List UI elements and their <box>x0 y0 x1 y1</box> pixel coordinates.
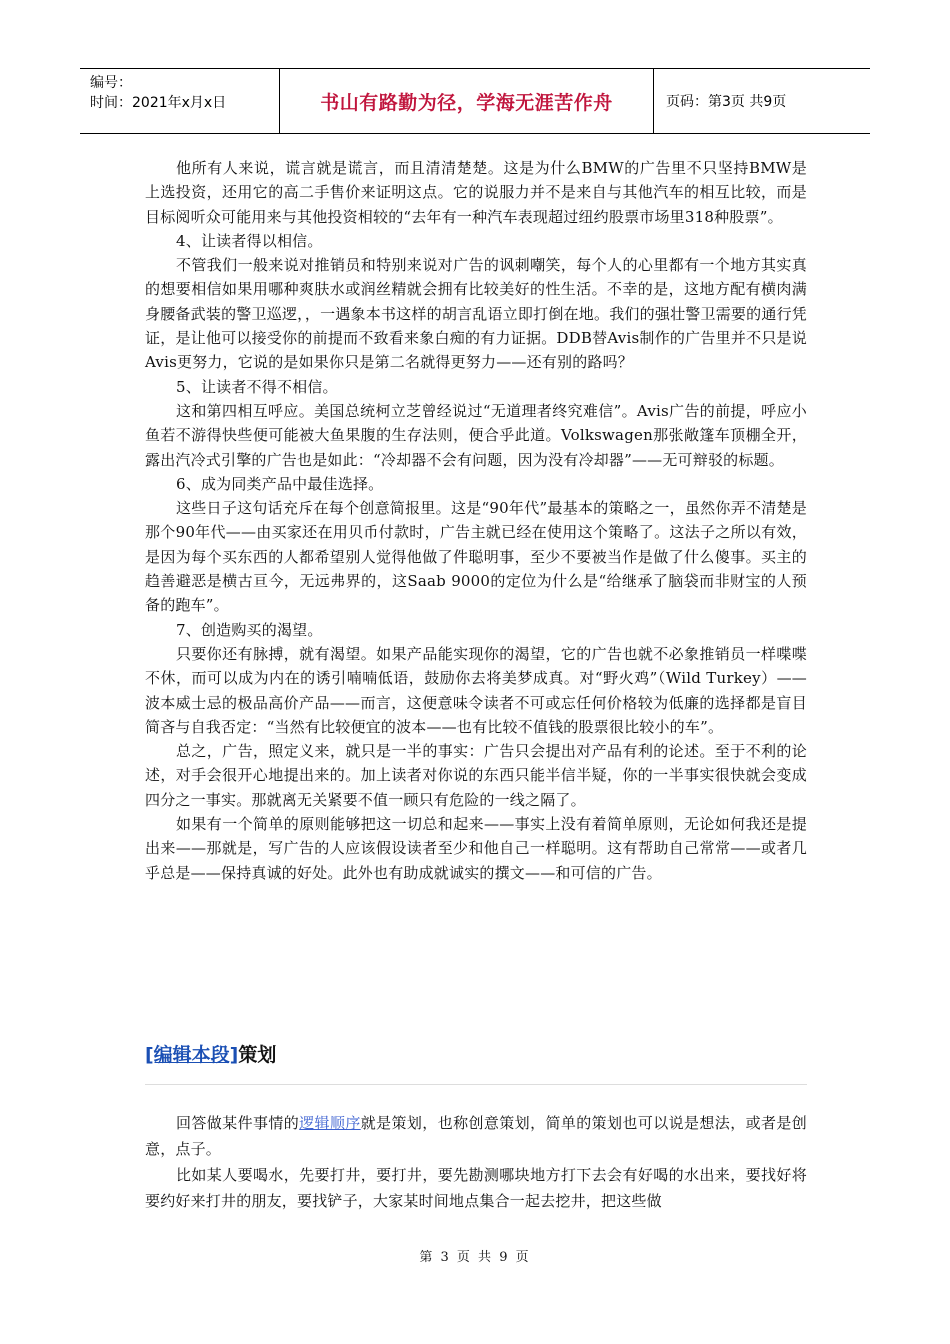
list-heading: 6、成为同类产品中最佳选择。 <box>176 474 384 493</box>
paragraph: 总之，广告，照定义来，就只是一半的事实：广告只会提出对产品有利的论述。至于不利的论述，对手会很开心地提出来的。加上读者对你说的东西只能半信半疑，你的一半事实很快就会变成四分之一事实。那就离无关紧要不值一顾只有危险的一线之隔了。 <box>145 742 807 809</box>
page-footer: 第 3 页 共 9 页 <box>419 1250 531 1265</box>
paragraph: 这和第四相互呼应。美国总统柯立芝曾经说过“无道理者终究难信”。Avis广告的前提，呼应小鱼若不游得快些便可能被大鱼果腹的生存法则，便合乎此道。Volkswagen那张敞篷车顶棚全开，露出汽冷式引擎的广告也是如此：“冷却器不会有问题，因为没有冷却器”——无可辩驳的标题。 <box>145 401 807 469</box>
paragraph: 不管我们一般来说对推销员和特别来说对广告的讽刺嘲笑，每个人的心里都有一个地方其实真的想要相信如果用哪种爽肤水或润丝精就会拥有比较美好的性生活。不幸的是，这地方配有横肉满身腰备武装的警卫巡逻，，一遇象本书这样的胡言乱语立即打倒在地。我们的强壮警卫需要的通行凭证，是让他可以接受你的前提而不致看来象白痴的有力证据。DDB替Avis制作的广告里并不只是说Avis更努力，它说的是如果你只是第二名就得更努力——还有别的路吗？ <box>145 256 807 372</box>
list-heading: 7、创造购买的渴望。 <box>176 620 323 639</box>
header-meta <box>80 69 280 133</box>
logic-order-link[interactable]: 逻辑顺序 <box>299 1114 361 1132</box>
document-time-label: 时间：2021年x月x日 <box>90 95 227 111</box>
list-heading: 5、让读者不得不相信。 <box>176 377 338 396</box>
text-run: 回答做某件事情的 <box>176 1114 300 1132</box>
header-motto: 书山有路勤为径，学海无涯苦作舟 <box>280 69 654 133</box>
list-heading: 4、让读者得以相信。 <box>176 231 323 250</box>
section-divider <box>145 1084 807 1085</box>
paragraph: 如果有一个简单的原则能够把这一切总和起来——事实上没有着简单原则，无论如何我还是提出来——那就是，写广告的人应该假设读者至少和他自己一样聪明。这有帮助自己常常——或者几乎总是——保持真诚的好处。此外也有助成就诚实的撰文——和可信的广告。 <box>145 815 807 882</box>
text-run: 就是策划，也称创意策划，简单的策划也可以说是想法，或者是创意，点子。 <box>145 1114 807 1158</box>
document-number-label: 编号： <box>90 75 132 91</box>
section-title: 策划 <box>238 1044 277 1066</box>
section-body <box>145 1110 807 1214</box>
paragraph: 他所有人来说，谎言就是谎言，而且清清楚楚。这是为什么BMW的广告里不只坚持BMW是上选投资，还用它的高二手售价来证明这点。它的说服力并不是来自与其他汽车的相互比较，而是目标阅听众可能用来与其他投资相较的“去年有一种汽车表现超过纽约股票市场里318种股票”。 <box>145 159 807 226</box>
paragraph: 比如某人要喝水，先要打井，要打井，要先勘测哪块地方打下去会有好喝的水出来，要找好将要约好来打井的朋友，要找铲子，大家某时间地点集合一起去挖井，把这些做 <box>145 1166 807 1210</box>
edit-section-link[interactable]: [编辑本段] <box>145 1044 239 1066</box>
article-body <box>145 156 807 885</box>
paragraph <box>145 1110 807 1162</box>
section-heading <box>145 1040 807 1067</box>
paragraph: 这些日子这句话充斥在每个创意简报里。这是“90年代”最基本的策略之一，虽然你弄不清楚是那个90年代——由买家还在用贝币付款时，广告主就已经在使用这个策略了。这法子之所以有效，是因为每个买东西的人都希望别人觉得他做了件聪明事，至少不要被当作是做了什么傻事。买主的趋善避恶是横古亘今，无远弗界的，这Saab 9000的定位为什么是“给继承了脑袋而非财宝的人预备的跑车”。 <box>145 499 807 615</box>
header-page-label: 页码：第3页 共9页 <box>666 94 787 110</box>
paragraph: 只要你还有脉搏，就有渴望。如果产品能实现你的渴望，它的广告也就不必象推销员一样喋喋不休，而可以成为内在的诱引喃喃低语，鼓励你去将美梦成真。对“野火鸡”（Wild Turkey）——波本威士忌的极品高价产品——而言，这便意味令读者不可或忘任何价格较为低廉的选择都是盲目简吝与自我否定：“当然有比较便宜的波本——也有比较不值钱的股票很比较小的车”。 <box>145 644 807 736</box>
page-header <box>80 68 870 134</box>
